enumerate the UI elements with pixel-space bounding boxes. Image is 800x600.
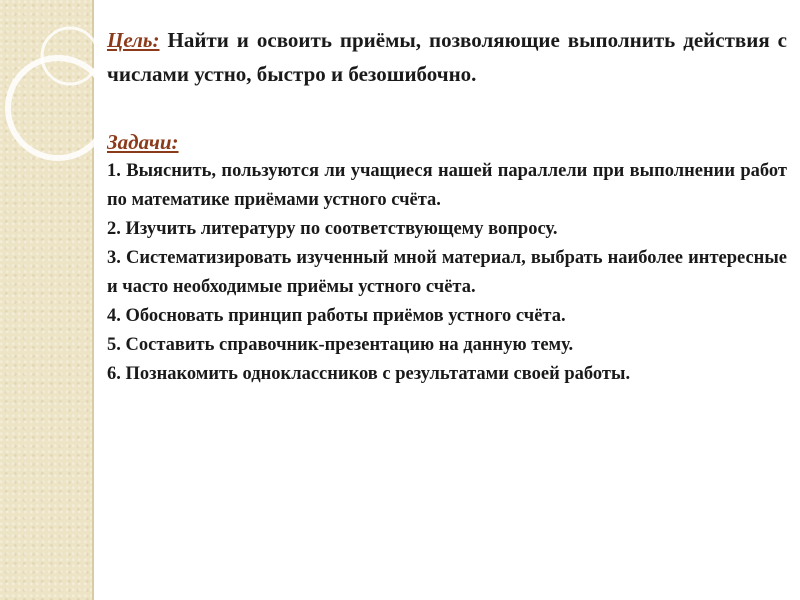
task-item-3: 3. Систематизировать изученный мной материал, выбрать наиболее интересные и часто необходимые приёмы устного счёта.	[107, 248, 787, 297]
task-item-1: 1. Выяснить, пользуются ли учащиеся нашей параллели при выполнении работ по математике приёмами устного счёта.	[107, 161, 787, 210]
goal-label: Цель:	[107, 28, 160, 52]
tasks-list	[107, 157, 787, 389]
task-item-4: 4. Обосновать принцип работы приёмов устного счёта.	[107, 306, 566, 326]
decorative-circles	[0, 0, 110, 190]
tasks-heading	[107, 127, 787, 157]
goal-paragraph	[107, 23, 787, 91]
slide-content	[107, 23, 787, 389]
tasks-label: Задачи:	[107, 130, 179, 154]
task-item-2: 2. Изучить литературу по соответствующему вопросу.	[107, 219, 558, 239]
task-item-6: 6. Познакомить одноклассников с результатами своей работы.	[107, 364, 631, 384]
goal-text: Найти и освоить приёмы, позволяющие выполнить действия с числами устно, быстро и безошибочно.	[107, 28, 788, 86]
task-item-5: 5. Составить справочник-презентацию на данную тему.	[107, 335, 574, 355]
